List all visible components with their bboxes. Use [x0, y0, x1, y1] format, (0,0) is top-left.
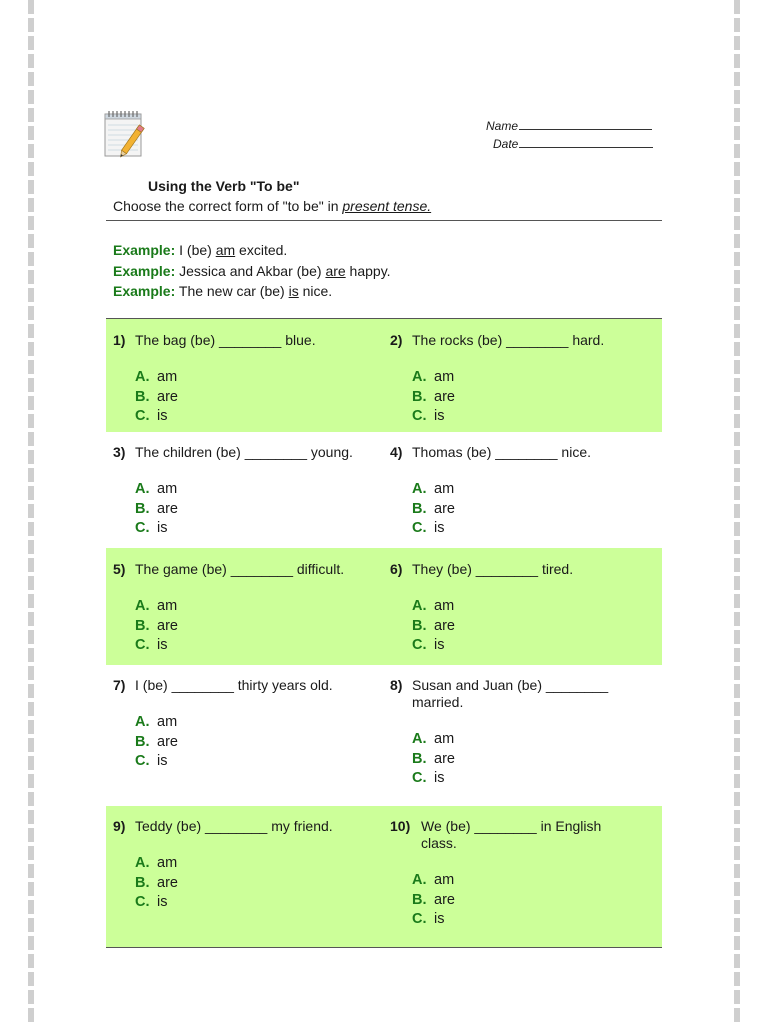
question-number: 10) — [390, 818, 411, 834]
answer-option[interactable] — [135, 407, 363, 427]
option-letter: A. — [135, 481, 150, 497]
example-line — [113, 240, 391, 261]
worksheet-title: Using the Verb "To be" — [148, 178, 300, 194]
answer-option[interactable] — [412, 750, 635, 770]
question-text: The game (be) ________ difficult. — [135, 561, 345, 577]
question-text: They (be) ________ tired. — [412, 561, 574, 577]
answer-option[interactable] — [412, 891, 635, 911]
option-text: are — [434, 500, 455, 517]
question-item — [390, 677, 635, 789]
page-edge-right — [734, 0, 740, 1024]
example-label: Example: — [113, 283, 176, 299]
answer-option[interactable] — [412, 519, 640, 539]
option-letter: C. — [135, 894, 150, 910]
answer-option[interactable] — [135, 874, 363, 894]
option-letter: A. — [412, 369, 427, 385]
question-text: Susan and Juan (be) ________ married. — [412, 677, 609, 710]
answer-option[interactable] — [135, 733, 363, 753]
option-text: is — [434, 911, 445, 927]
questions-bottom-rule — [106, 947, 662, 948]
example-after: happy. — [345, 262, 391, 279]
option-letter: B. — [412, 388, 427, 405]
example-before: The new car (be) — [175, 283, 289, 299]
option-letter: C. — [135, 637, 150, 653]
answer-option[interactable] — [135, 752, 363, 772]
instruction-text — [113, 198, 431, 214]
date-label: Date — [493, 137, 519, 151]
option-text: are — [157, 500, 178, 517]
answer-option[interactable] — [412, 480, 640, 500]
option-letter: C. — [135, 520, 150, 536]
option-text: am — [434, 872, 455, 888]
answer-option[interactable] — [412, 636, 640, 656]
option-letter: B. — [135, 500, 150, 517]
example-line — [113, 261, 391, 282]
option-letter: C. — [412, 770, 427, 786]
option-text: am — [157, 369, 178, 385]
question-number: 7) — [113, 677, 126, 693]
notepad-pencil-icon — [102, 108, 154, 160]
answer-option[interactable] — [135, 893, 363, 913]
option-letter: A. — [135, 598, 150, 614]
option-letter: B. — [135, 388, 150, 405]
question-item — [113, 677, 363, 772]
example-label: Example: — [113, 242, 176, 258]
option-text: am — [434, 598, 455, 614]
question-text: Teddy (be) ________ my friend. — [135, 818, 333, 834]
answer-option[interactable] — [412, 407, 640, 427]
option-letter: A. — [135, 369, 150, 385]
answer-option[interactable] — [412, 910, 635, 930]
answer-option[interactable] — [412, 769, 635, 789]
question-item — [113, 444, 378, 539]
example-answer: are — [325, 262, 346, 279]
option-text: are — [157, 617, 178, 634]
option-letter: C. — [135, 408, 150, 424]
date-blank[interactable] — [519, 136, 653, 148]
example-after: nice. — [298, 283, 333, 299]
answer-option[interactable] — [135, 519, 378, 539]
question-text: Thomas (be) ________ nice. — [412, 444, 591, 460]
answer-option[interactable] — [412, 617, 640, 637]
option-letter: B. — [412, 891, 427, 908]
example-answer: is — [288, 283, 299, 299]
option-letter: B. — [135, 874, 150, 891]
option-text: are — [434, 891, 455, 908]
question-item — [390, 444, 640, 539]
option-letter: B. — [412, 750, 427, 767]
option-letter: A. — [412, 872, 427, 888]
question-item — [390, 818, 635, 930]
option-letter: A. — [412, 731, 427, 747]
example-line — [113, 281, 391, 302]
option-letter: C. — [412, 520, 427, 536]
question-item — [113, 818, 363, 913]
option-letter: B. — [135, 617, 150, 634]
option-letter: A. — [412, 598, 427, 614]
option-text: are — [157, 733, 178, 750]
answer-option[interactable] — [412, 597, 640, 617]
answer-option[interactable] — [412, 730, 635, 750]
example-before: I (be) — [175, 242, 216, 258]
option-text: is — [157, 894, 168, 910]
example-after: excited. — [235, 242, 288, 258]
answer-option[interactable] — [135, 368, 363, 388]
option-text: are — [157, 388, 178, 405]
option-text: are — [157, 874, 178, 891]
examples-block — [113, 240, 391, 302]
question-number: 4) — [390, 444, 403, 460]
question-item — [390, 561, 640, 656]
option-text: is — [434, 770, 445, 786]
option-text: is — [157, 408, 168, 424]
option-text: am — [157, 855, 178, 871]
question-text: We (be) ________ in English class. — [421, 818, 602, 851]
example-answer: am — [215, 242, 236, 258]
answer-option[interactable] — [135, 388, 363, 408]
page-edge-left — [28, 0, 34, 1024]
answer-option[interactable] — [412, 500, 640, 520]
option-text: is — [434, 637, 445, 653]
question-text: I (be) ________ thirty years old. — [135, 677, 333, 693]
question-number: 9) — [113, 818, 126, 834]
option-text: are — [434, 388, 455, 405]
option-text: am — [157, 598, 178, 614]
option-text: are — [434, 617, 455, 634]
name-blank[interactable] — [519, 118, 652, 130]
instruction-prefix: Choose the correct form of "to be" in — [113, 198, 343, 214]
question-number: 5) — [113, 561, 126, 577]
name-label: Name — [486, 119, 519, 133]
option-text: am — [434, 731, 455, 747]
option-letter: C. — [412, 408, 427, 424]
option-letter: B. — [135, 733, 150, 750]
option-text: is — [434, 520, 445, 536]
instruction-emphasis: present tense. — [342, 198, 432, 214]
option-letter: A. — [412, 481, 427, 497]
answer-option[interactable] — [135, 713, 363, 733]
question-number: 3) — [113, 444, 126, 460]
option-letter: B. — [412, 500, 427, 517]
answer-option[interactable] — [412, 871, 635, 891]
option-text: is — [157, 520, 168, 536]
question-item — [390, 332, 640, 427]
option-letter: A. — [135, 714, 150, 730]
option-letter: C. — [412, 637, 427, 653]
header-divider — [106, 220, 662, 221]
question-number: 6) — [390, 561, 403, 577]
option-letter: C. — [135, 753, 150, 769]
question-text: The children (be) ________ young. — [135, 444, 353, 460]
option-text: am — [157, 714, 178, 730]
answer-option[interactable] — [412, 388, 640, 408]
answer-option[interactable] — [412, 368, 640, 388]
question-number: 1) — [113, 332, 126, 348]
option-letter: B. — [412, 617, 427, 634]
question-item — [113, 332, 363, 427]
option-text: am — [434, 369, 455, 385]
question-number: 8) — [390, 677, 403, 693]
question-text: The rocks (be) ________ hard. — [412, 332, 605, 348]
question-number: 2) — [390, 332, 403, 348]
option-text: are — [434, 750, 455, 767]
answer-option[interactable] — [135, 617, 378, 637]
answer-option[interactable] — [135, 480, 378, 500]
option-letter: A. — [135, 855, 150, 871]
example-label: Example: — [113, 262, 176, 279]
option-text: is — [157, 753, 168, 769]
answer-option[interactable] — [135, 597, 378, 617]
option-letter: C. — [412, 911, 427, 927]
option-text: am — [434, 481, 455, 497]
name-date-block — [470, 118, 670, 154]
question-text: The bag (be) ________ blue. — [135, 332, 316, 348]
answer-option[interactable] — [135, 636, 378, 656]
option-text: am — [157, 481, 178, 497]
example-before: Jessica and Akbar (be) — [175, 262, 326, 279]
option-text: is — [434, 408, 445, 424]
question-item — [113, 561, 378, 656]
answer-option[interactable] — [135, 500, 378, 520]
option-text: is — [157, 637, 168, 653]
answer-option[interactable] — [135, 854, 363, 874]
